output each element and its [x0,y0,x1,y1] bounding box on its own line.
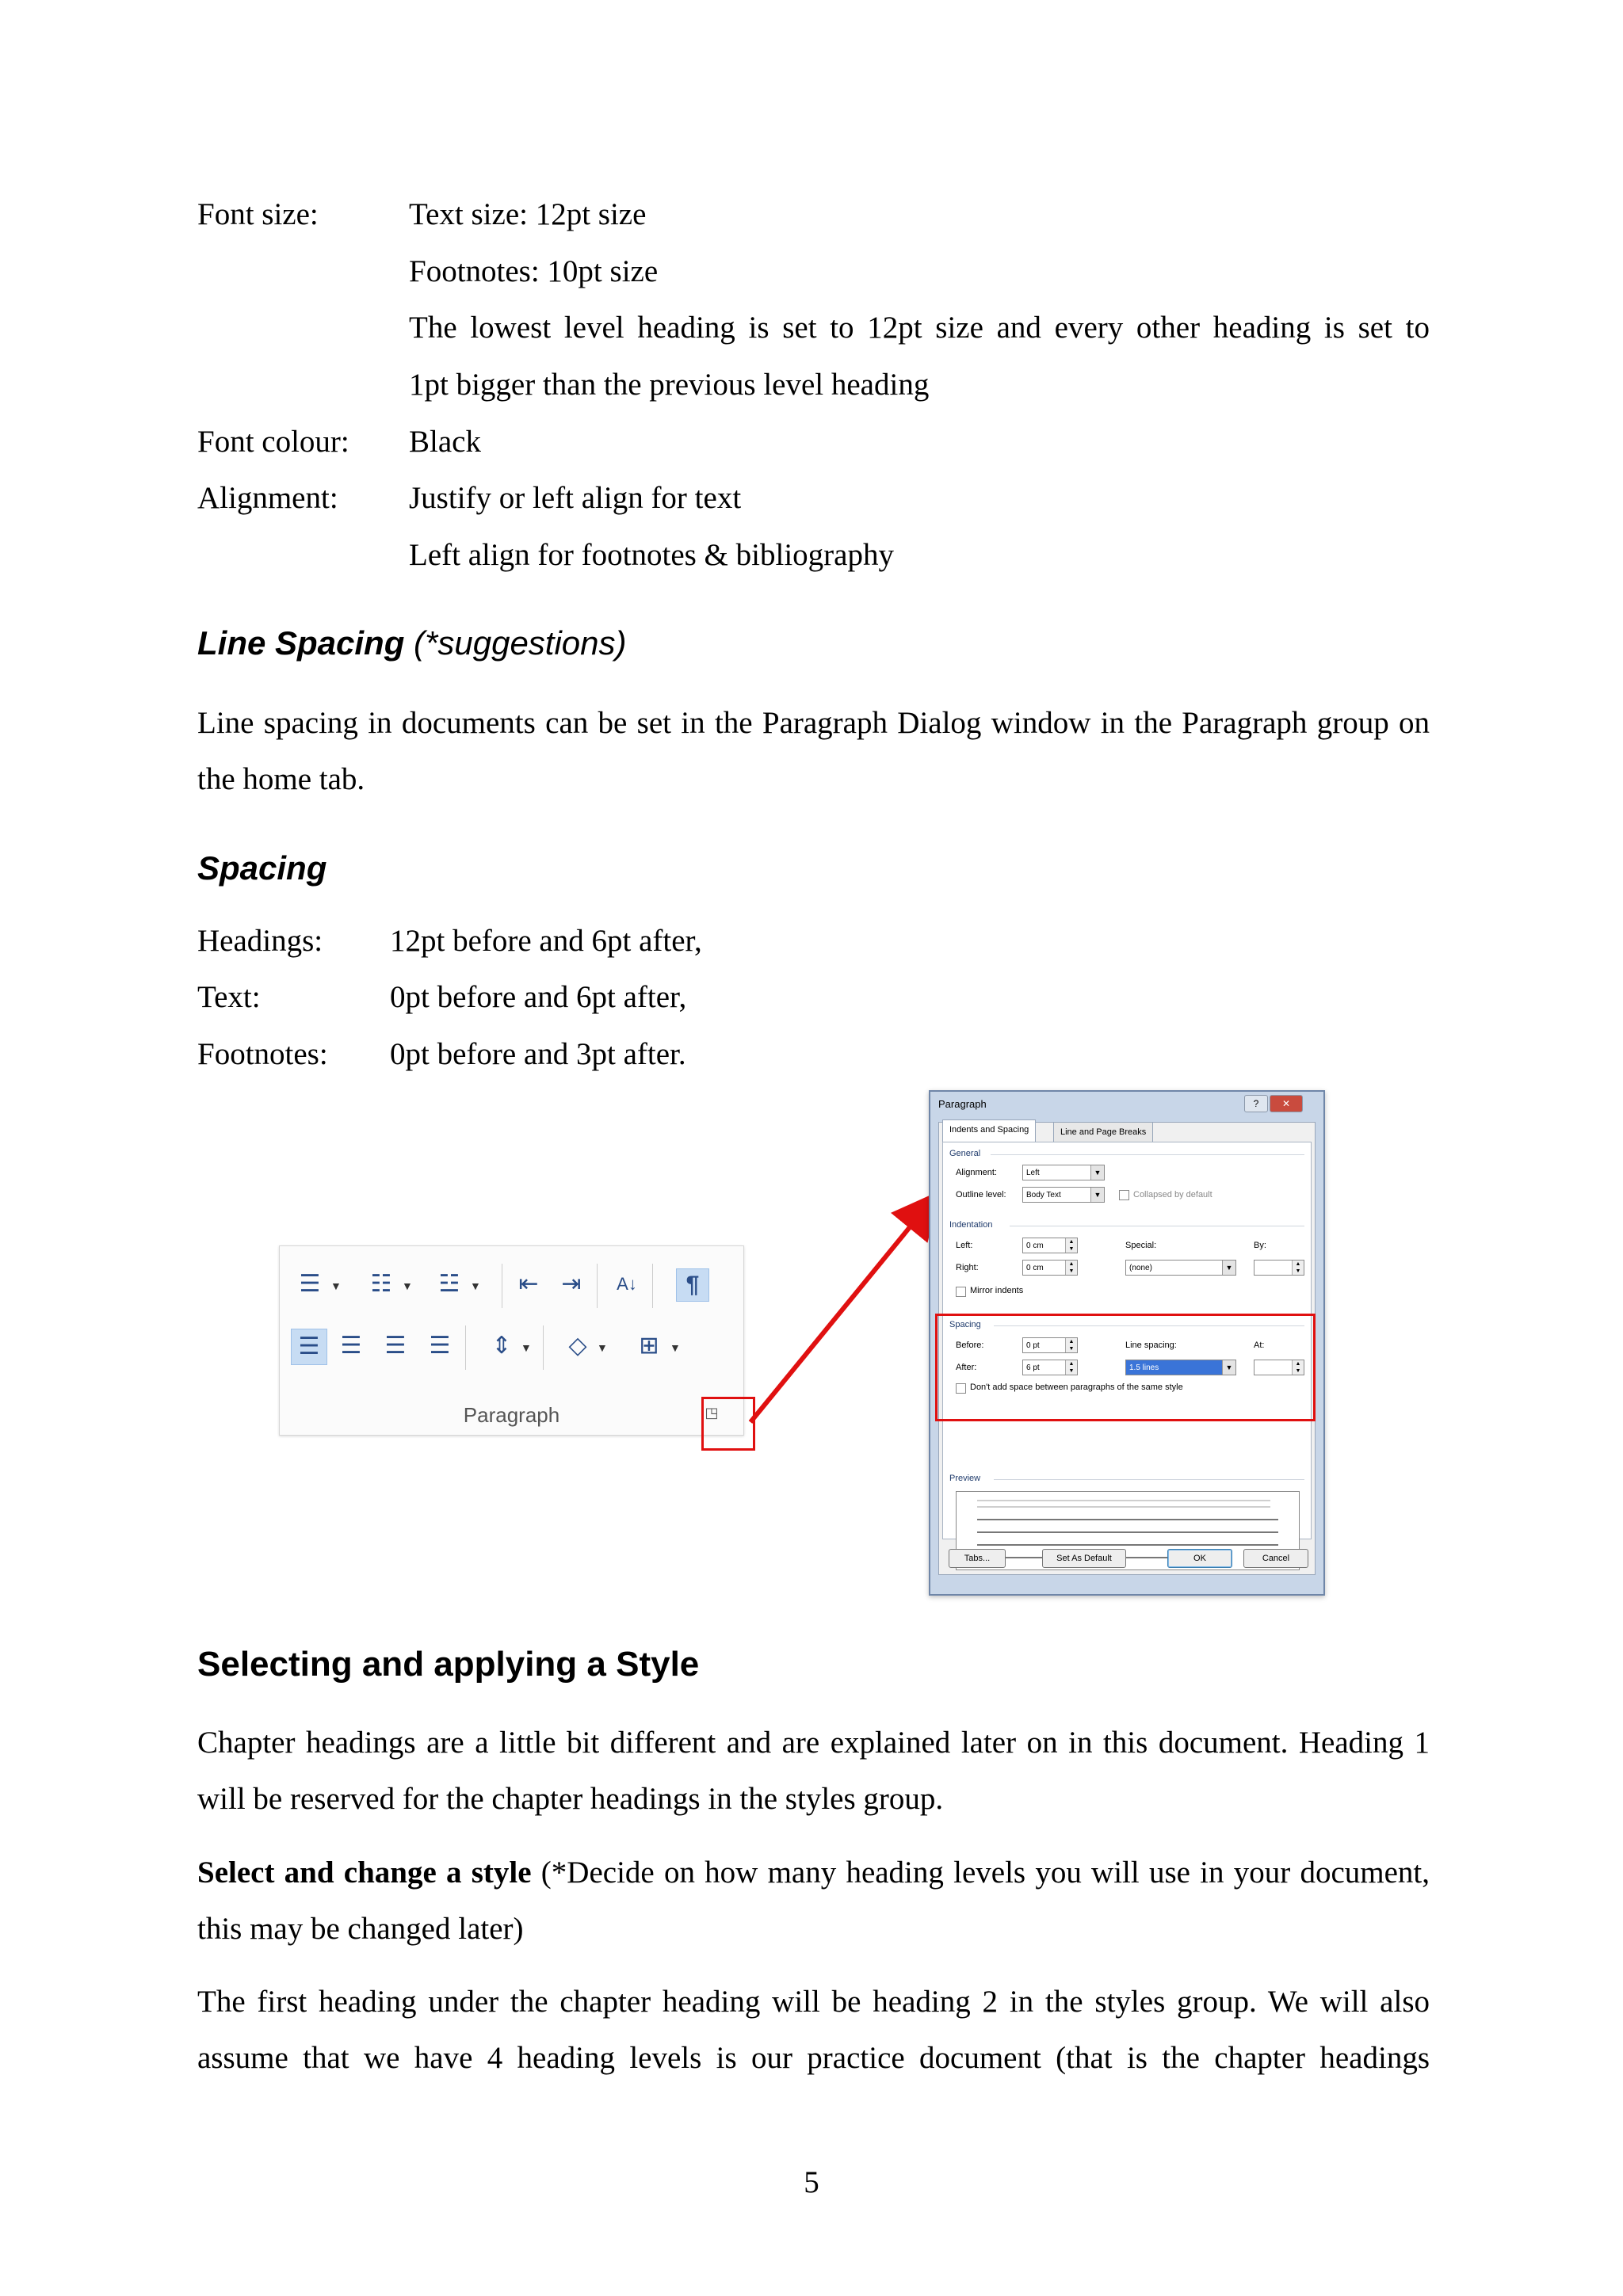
line-spacing-paragraph: Line spacing in documents can be set in the Paragraph Dialog window in the Paragraph group on the home tab. [197,706,1430,796]
by-label: By: [1254,1241,1266,1250]
spinner-icon[interactable]: ▲ ▼ [1292,1360,1304,1375]
justify-icon[interactable]: ☰ [429,1333,451,1359]
chevron-down-icon[interactable]: ▼ [1222,1261,1235,1275]
bullets-dropdown-icon[interactable]: ▼ [330,1280,342,1292]
collapsed-checkbox[interactable] [1119,1190,1129,1200]
group-divider [991,1154,1304,1155]
align-center-icon[interactable]: ☰ [340,1333,362,1359]
spinner-icon[interactable]: ▲ ▼ [1065,1360,1077,1375]
spacing-highlight-box [935,1314,1316,1421]
font-colour-label: Font colour: [197,425,349,459]
spacing-group-label: Spacing [949,1320,981,1329]
multilevel-list-icon[interactable]: ☳ [438,1271,460,1297]
spacing-text-label: Text: [197,980,261,1014]
outline-level-label: Outline level: [956,1190,1006,1199]
increase-indent-icon[interactable]: ⇥ [561,1271,582,1297]
outline-level-value: Body Text [1026,1191,1061,1199]
after-label: After: [956,1363,977,1372]
spacing-footnotes-value: 0pt before and 3pt after. [390,1037,686,1071]
dont-add-space-label: Don't add space between paragraphs of the same style [970,1383,1183,1392]
special-select[interactable] [1125,1260,1236,1276]
chapter-headings-paragraph: Chapter headings are a little bit different and are explained later on in this document. Heading 1 will be reserved for the chapter headings in the styles group. [197,1726,1430,1816]
numbering-dropdown-icon[interactable]: ▼ [402,1280,413,1292]
chevron-down-icon[interactable]: ▼ [1222,1360,1235,1375]
spacing-headings-label: Headings: [197,924,323,958]
indentation-group-label: Indentation [949,1220,993,1230]
spinner-icon[interactable]: ▲ ▼ [1292,1261,1304,1275]
preview-line [977,1506,1270,1508]
alignment-select[interactable] [1022,1165,1105,1180]
arrow-line [750,1206,927,1422]
alignment-value-2: Left align for footnotes & bibliography [409,538,894,572]
first-heading-paragraph: The first heading under the chapter heading will be heading 2 in the styles group. We will also assume that we have 4 heading levels is our practice document (that is the chapter headings [197,1985,1430,2075]
chevron-down-icon[interactable]: ▼ [1090,1165,1104,1180]
font-size-value-1: Text size: 12pt size [409,197,647,231]
bullets-icon[interactable]: ☰ [299,1271,321,1297]
outline-level-select[interactable] [1022,1187,1105,1203]
chevron-down-icon[interactable]: ▼ [1090,1188,1104,1202]
right-indent-label: Right: [956,1263,979,1272]
tab-indents-and-spacing[interactable]: Indents and Spacing [942,1119,1036,1142]
alignment-value-1: Justify or left align for text [409,481,742,515]
font-size-value-4: 1pt bigger than the previous level heading [409,368,930,402]
line-spacing-heading-bold: Line Spacing [197,624,405,662]
align-right-icon[interactable]: ☰ [384,1333,407,1359]
line-spacing-label: Line spacing: [1125,1341,1177,1350]
spinner-icon[interactable]: ▲ ▼ [1065,1338,1077,1352]
before-label: Before: [956,1341,984,1350]
font-size-value-3: The lowest level heading is set to 12pt size and every other heading is set to [409,311,1430,345]
spacing-headings-value: 12pt before and 6pt after, [390,924,702,958]
dialog-launcher-icon[interactable]: ◳ [705,1405,719,1421]
before-value: 0 pt [1026,1341,1040,1350]
sort-icon[interactable]: A↓ [617,1274,637,1294]
general-group-label: General [949,1149,981,1158]
spacing-heading: Spacing [197,849,327,887]
close-button[interactable]: ✕ [1270,1095,1303,1112]
preview-line [977,1519,1278,1520]
help-button[interactable]: ? [1244,1095,1268,1112]
numbering-icon[interactable]: ☷ [370,1271,392,1297]
shading-dropdown-icon[interactable]: ▼ [597,1341,608,1354]
left-indent-input[interactable] [1022,1238,1078,1253]
right-indent-input[interactable] [1022,1260,1078,1276]
dialog-title: Paragraph [938,1098,987,1110]
align-left-icon[interactable]: ☰ [291,1329,327,1365]
group-divider [994,1479,1304,1480]
select-change-bold: Select and change a style [197,1855,532,1890]
ok-button[interactable]: OK [1167,1549,1232,1568]
shading-icon[interactable]: ◇ [568,1333,587,1359]
spacing-footnotes-label: Footnotes: [197,1037,328,1071]
preview-line [977,1544,1278,1546]
borders-icon[interactable]: ⊞ [639,1333,659,1359]
paragraph-group-label: Paragraph [463,1403,560,1427]
borders-dropdown-icon[interactable]: ▼ [670,1341,681,1354]
alignment-label: Alignment: [197,481,338,515]
special-label: Special: [1125,1241,1157,1250]
preview-line [977,1500,1270,1501]
spacing-text-value: 0pt before and 6pt after, [390,980,687,1014]
after-value: 6 pt [1026,1363,1040,1372]
at-label: At: [1254,1341,1265,1350]
spinner-icon[interactable]: ▲ ▼ [1065,1238,1077,1253]
preview-line [977,1531,1278,1533]
page-number: 5 [804,2165,819,2199]
preview-group-label: Preview [949,1474,981,1483]
line-spacing-icon[interactable]: ⇕ [491,1333,512,1359]
special-value: (none) [1129,1264,1152,1272]
select-change-rest: (*Decide on how many heading levels you will use in your document, this may be changed later) [197,1855,1430,1946]
spinner-icon[interactable]: ▲ ▼ [1065,1261,1077,1275]
line-spacing-dropdown-icon[interactable]: ▼ [521,1341,532,1354]
select-change-paragraph [197,1844,1430,1957]
font-size-value-2: Footnotes: 10pt size [409,254,659,288]
left-indent-label: Left: [956,1241,973,1250]
selecting-heading: Selecting and applying a Style [197,1645,700,1684]
set-as-default-button[interactable]: Set As Default [1042,1549,1126,1568]
alignment-select-value: Left [1026,1169,1040,1177]
collapsed-label: Collapsed by default [1133,1190,1212,1199]
alignment-label: Alignment: [956,1168,997,1177]
multilevel-dropdown-icon[interactable]: ▼ [470,1280,481,1292]
font-colour-value: Black [409,425,481,459]
left-indent-value: 0 cm [1026,1241,1044,1250]
tabs-button[interactable]: Tabs... [949,1549,1006,1568]
line-spacing-value: 1.5 lines [1129,1363,1159,1372]
line-spacing-heading-rest: (*suggestions) [404,624,627,662]
right-indent-value: 0 cm [1026,1264,1044,1272]
font-size-label: Font size: [197,197,319,231]
pilcrow-icon[interactable]: ¶ [676,1268,709,1302]
mirror-indents-checkbox[interactable] [956,1287,966,1297]
tab-line-and-page-breaks[interactable]: Line and Page Breaks [1053,1122,1153,1142]
by-input[interactable] [1254,1260,1304,1276]
mirror-indents-label: Mirror indents [970,1286,1024,1295]
decrease-indent-icon[interactable]: ⇤ [518,1271,539,1297]
cancel-button[interactable]: Cancel [1243,1549,1308,1568]
